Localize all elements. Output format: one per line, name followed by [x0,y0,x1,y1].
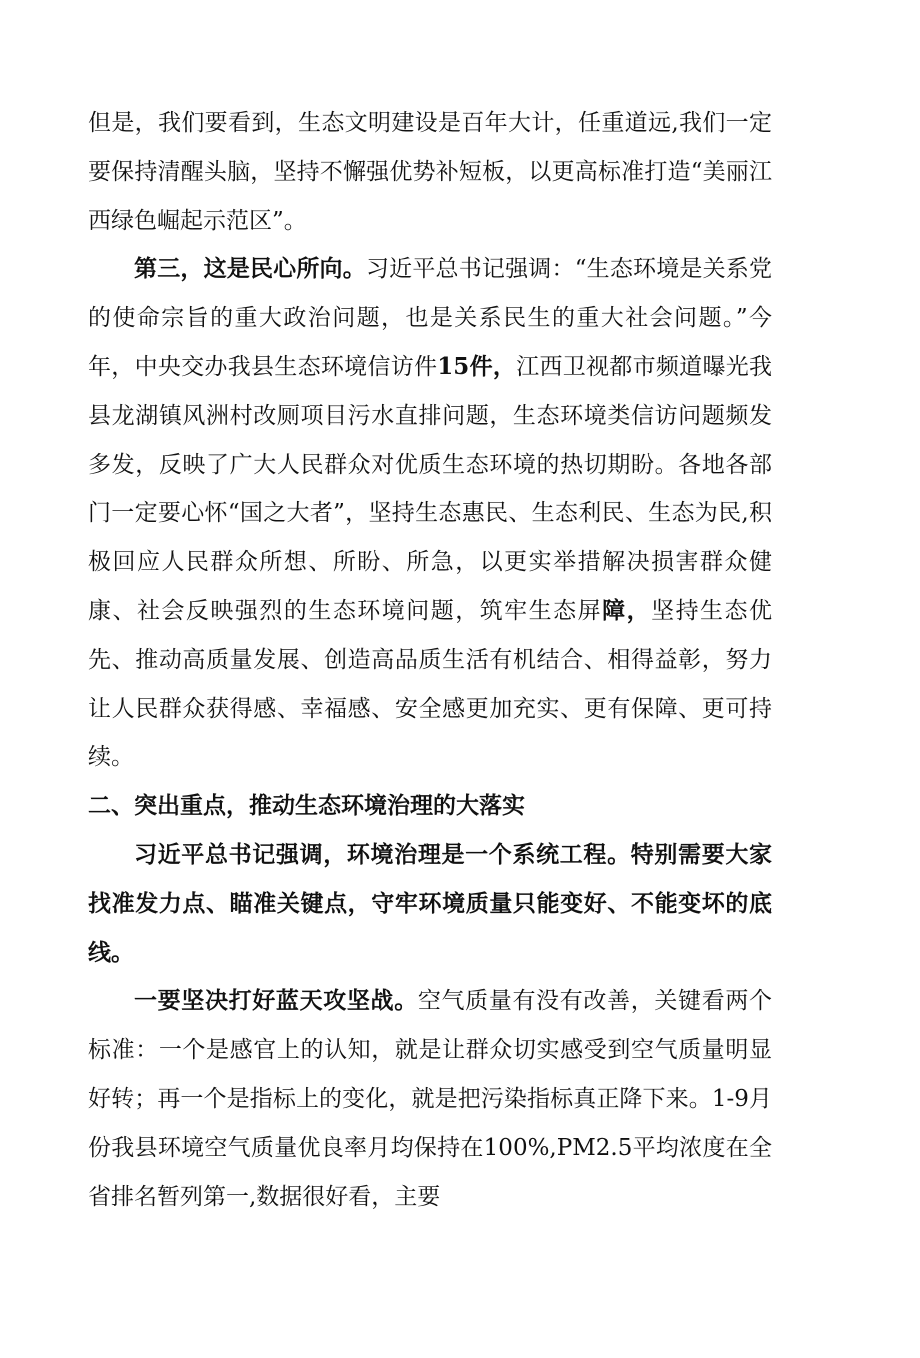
paragraph-text: 空气质量有没有改善，关键看两个标准：一个是感官上的认知，就是让群众切实感受到空气质量明显好转；再一个是指标上的变化，就是把污染指标真正降下来。1-9月份我县环境空气质量优良率月均保持在100%,PM2.5平均浓度在全省排名暂列第一,数据很好看，主要 [88,988,773,1210]
paragraph-text: 习近平总书记强调：“生态环境是关系党的使命宗旨的重大政治问题，也是关系民生的重大社会问题。”今年，中央交办我县生态环境信访件 [88,256,773,380]
paragraph-text: 江西卫视都市频道曝光我县龙湖镇风洲村改厕项目污水直排问题，生态环境类信访问题频发多发，反映了广大人民群众对优质生态环境的热切期盼。各地各部门一定要心怀“国之大者”，坚持生态惠民、生态利民、生态为民,积极回应人民群众所想、所盼、所急，以更实举措解决损害群众健康、社会反映强烈的生态环境问题，筑牢生态屏 [88,353,773,624]
paragraph-blue-sky [88,977,772,1221]
bold-character: 障， [602,596,652,624]
petition-count: 15件 [437,352,493,380]
paragraph-public-will [88,245,772,782]
point-title: 一要坚决打好蓝天攻坚战。 [134,987,418,1015]
document-page [88,99,772,1221]
section-heading: 二、突出重点，推动生态环境治理的大落实 [88,792,525,820]
bold-comma: ， [492,352,517,380]
paragraph-text: 坚持生态优先、推动高质量发展、创造高品质生活有机结合、相得益彰，努力让人民群众获得感、幸福感、安全感更加充实、更有保障、更可持续。 [88,597,773,771]
lead-paragraph: 习近平总书记强调，环境治理是一个系统工程。特别需要大家找准发力点、瞄准关键点，守牢环境质量只能变好、不能变坏的底线。 [88,840,772,966]
paragraph-text: 但是，我们要看到，生态文明建设是百年大计，任重道远,我们一定要保持清醒头脑，坚持不懈强优势补短板，以更高标准打造“美丽江西绿色崛起示范区”。 [88,110,772,234]
paragraph-ecological-civilization [88,99,772,245]
paragraph-lead-phrase: 第三，这是民心所向。 [134,255,366,283]
